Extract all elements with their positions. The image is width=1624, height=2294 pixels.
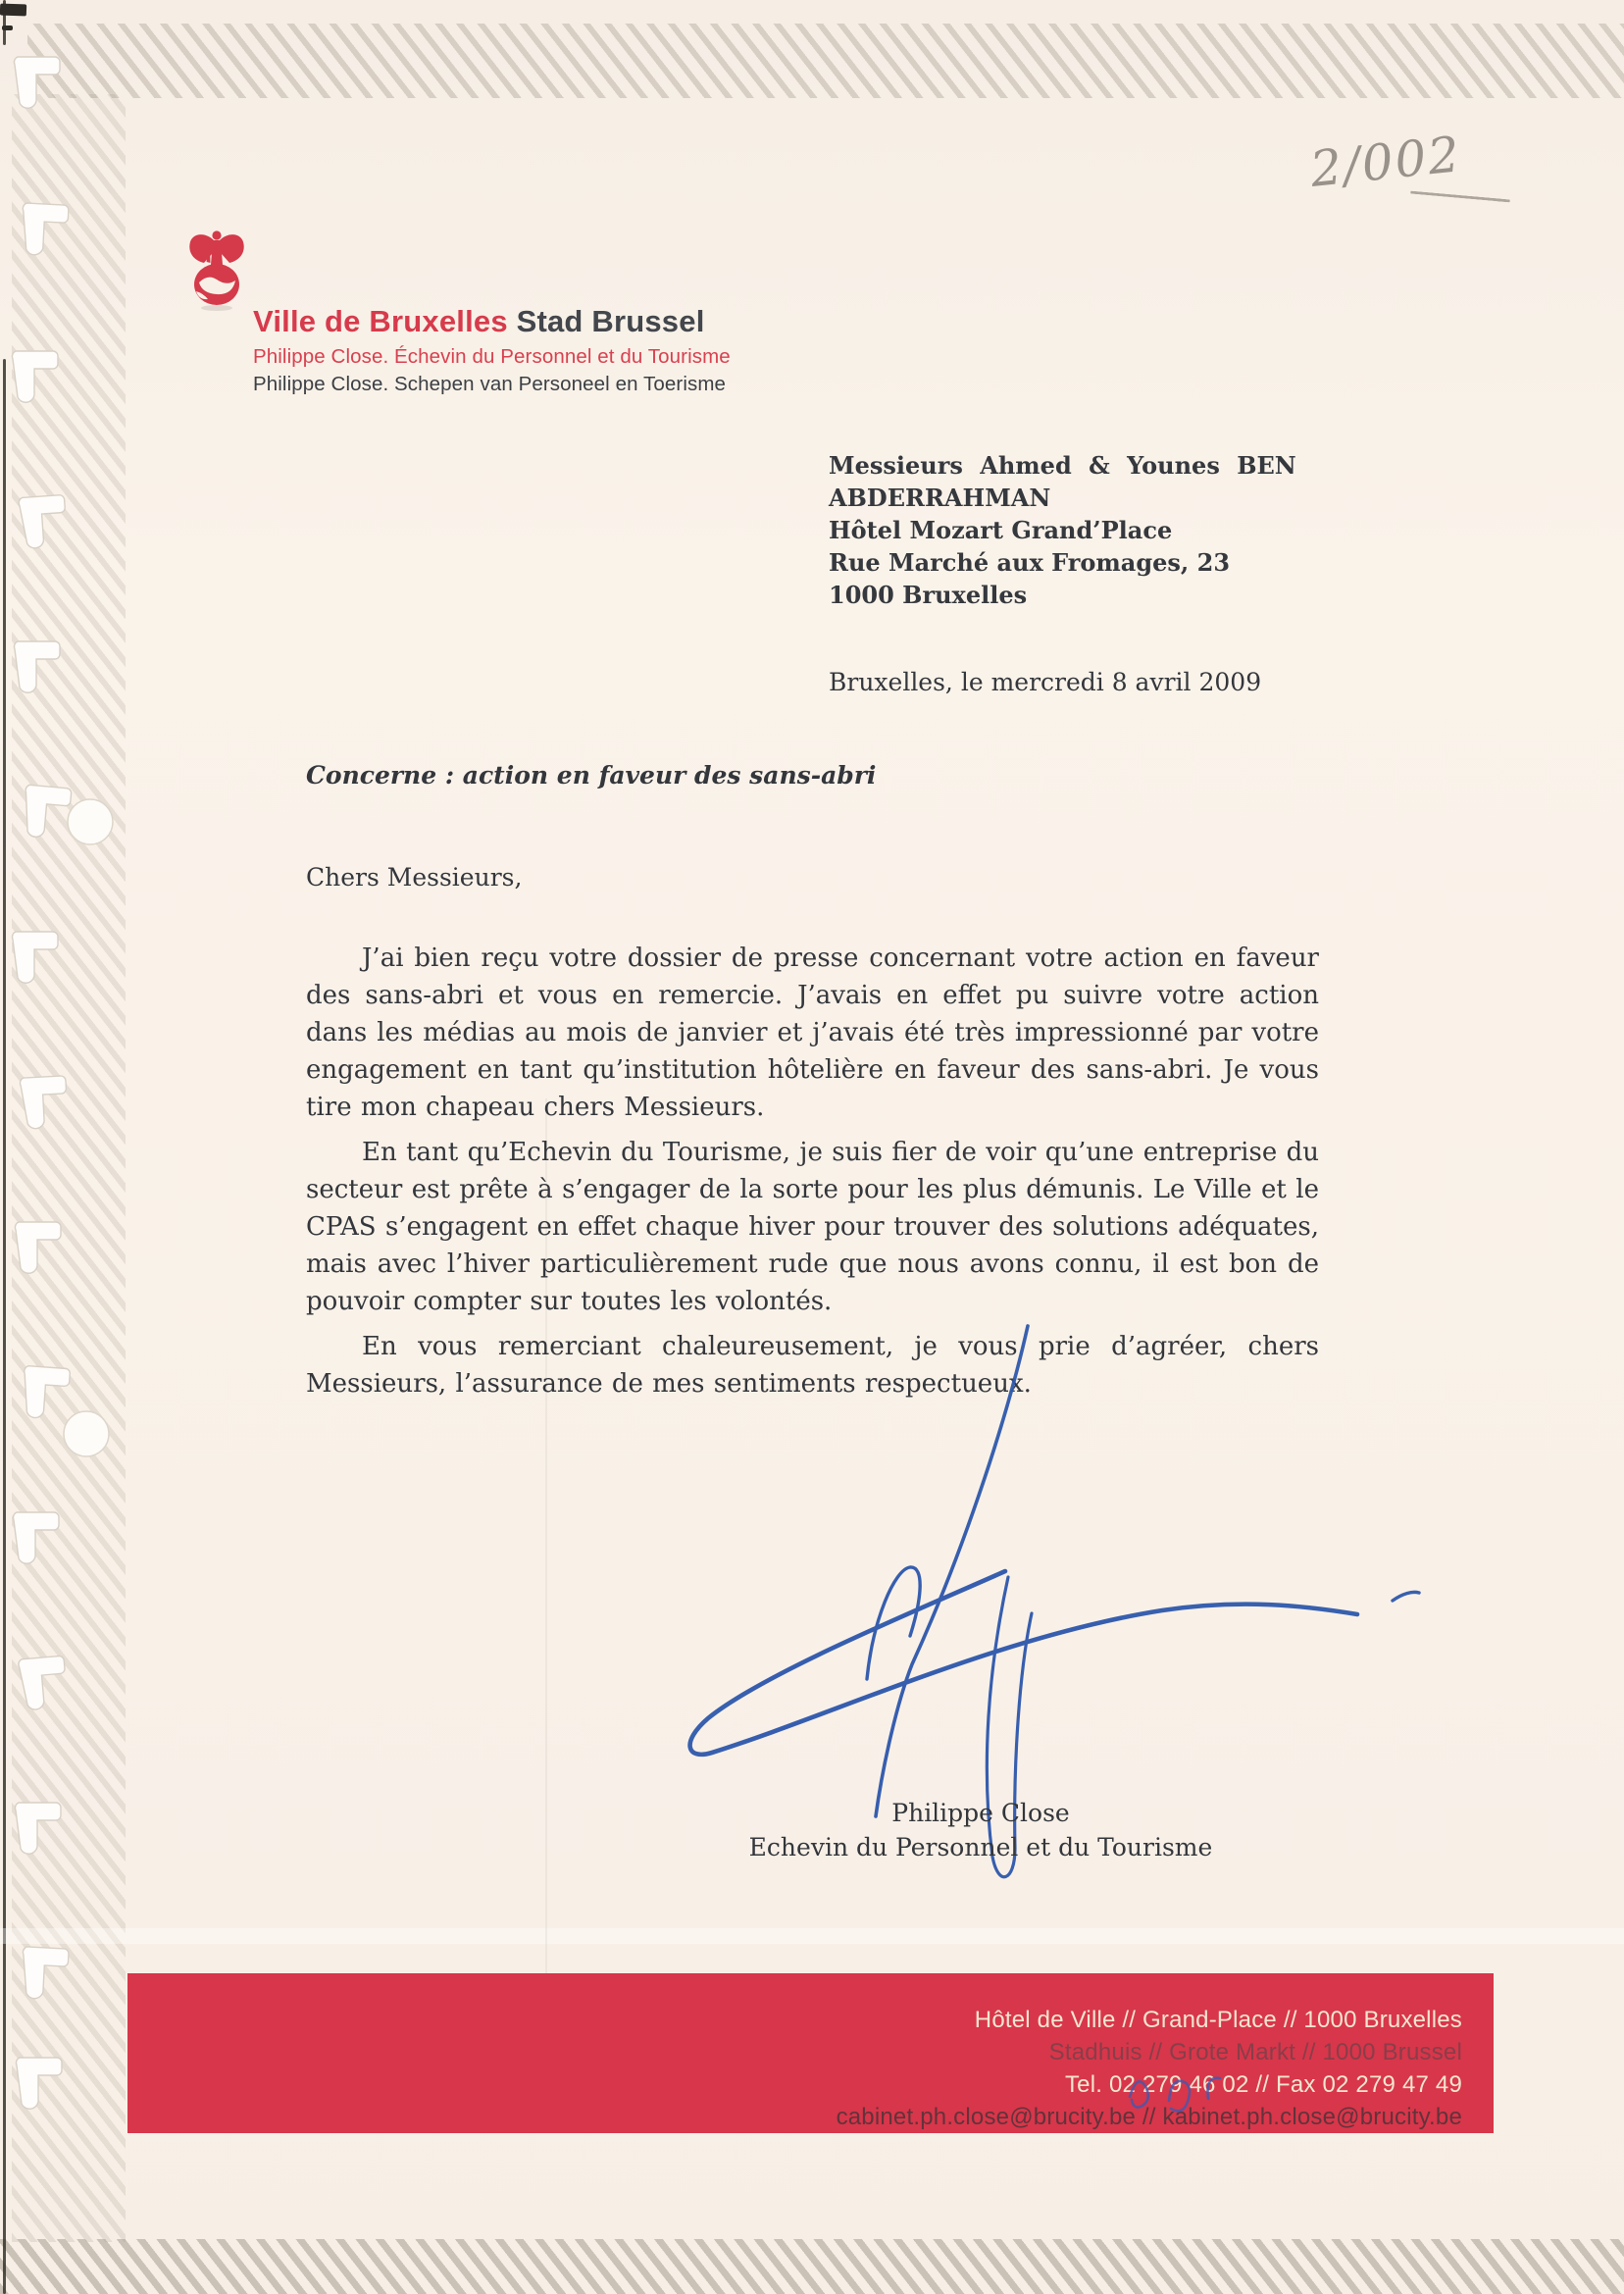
letterhead-subtitle-fr: Philippe Close. Échevin du Personnel et du Tourisme bbox=[253, 345, 731, 368]
recipient-line: Hôtel Mozart Grand’Place bbox=[829, 516, 1173, 544]
footer-emails: cabinet.ph.close@brucity.be // kabinet.ph.close@brucity.be bbox=[836, 2104, 1462, 2130]
scan-corner-mark-small bbox=[2, 25, 13, 30]
scan-corner-mark bbox=[0, 4, 26, 17]
footer-address-nl: Stadhuis // Grote Markt // 1000 Brussel bbox=[1048, 2039, 1462, 2065]
paragraph: En tant qu’Echevin du Tourisme, je suis fier de voir qu’une entreprise du secteur est prête à s’engager de la sorte pour les plus démunis. Le Ville et le CPAS s’engagent en effet chaque hiver pour trouver des solutions adéquates, mais avec l’hiver particulièrement rude que nous avons connu, il est bon de pouvoir compter sur toutes les volontés. bbox=[306, 1138, 1319, 1316]
footer-address-fr: Hôtel de Ville // Grand-Place // 1000 Bruxelles bbox=[974, 2007, 1462, 2033]
letterhead-subtitle-nl: Philippe Close. Schepen van Personeel en Toerisme bbox=[253, 373, 727, 395]
signoff-name: Philippe Close bbox=[891, 1799, 1070, 1827]
punch-hole bbox=[64, 1411, 109, 1456]
salutation: Chers Messieurs, bbox=[306, 863, 523, 892]
recipient-line: Messieurs Ahmed & Younes BEN bbox=[829, 451, 1296, 480]
recipient-line: Rue Marché aux Fromages, 23 bbox=[829, 548, 1231, 577]
recipient-line: ABDERRAHMAN bbox=[829, 484, 1051, 512]
footer-blue-pen-marks bbox=[1118, 2058, 1236, 2115]
recipient-address-block bbox=[829, 449, 1297, 611]
scan-hatch-bottom-strip bbox=[0, 2239, 1624, 2294]
signoff-block bbox=[677, 1796, 1285, 1864]
binding-tear-marks bbox=[4, 39, 124, 2256]
paragraph: J’ai bien reçu votre dossier de presse concernant votre action en faveur des sans-abri et vous en remercie. J’avais en effet pu suivre votre action dans les médias au mois de janvier et j’avais été très impressionné par votre engagement en tant qu’institution hôtelière en faveur des sans-abri. Je vous tire mon chapeau chers Messieurs. bbox=[306, 943, 1319, 1122]
handwritten-page-number: 2/002 bbox=[1307, 126, 1464, 198]
letterhead-title-nl: Stad Brussel bbox=[507, 304, 705, 338]
paragraph: En vous remerciant chaleureusement, je vous prie d’agréer, chers Messieurs, l’assurance de mes sentiments respectueux. bbox=[306, 1332, 1319, 1399]
letterhead-title-fr: Ville de Bruxelles bbox=[253, 304, 508, 338]
saint-michael-logo-icon bbox=[182, 229, 251, 314]
date-line: Bruxelles, le mercredi 8 avril 2009 bbox=[829, 668, 1262, 696]
letter-body bbox=[306, 940, 1319, 1410]
signoff-title: Echevin du Personnel et du Tourisme bbox=[748, 1833, 1213, 1861]
footer-bar bbox=[127, 1973, 1494, 2133]
handwritten-underline bbox=[1410, 191, 1510, 203]
recipient-line: 1000 Bruxelles bbox=[829, 581, 1028, 609]
letterhead-title bbox=[253, 304, 705, 339]
scan-hatch-top-strip bbox=[27, 24, 1624, 98]
footer-phone-fax: Tel. 02 279 46 02 // Fax 02 279 47 49 bbox=[1064, 2071, 1462, 2098]
punch-hole bbox=[68, 799, 113, 844]
scan-crease-horizontal bbox=[0, 1928, 1624, 1944]
subject-line: Concerne : action en faveur des sans-abri bbox=[306, 761, 877, 790]
